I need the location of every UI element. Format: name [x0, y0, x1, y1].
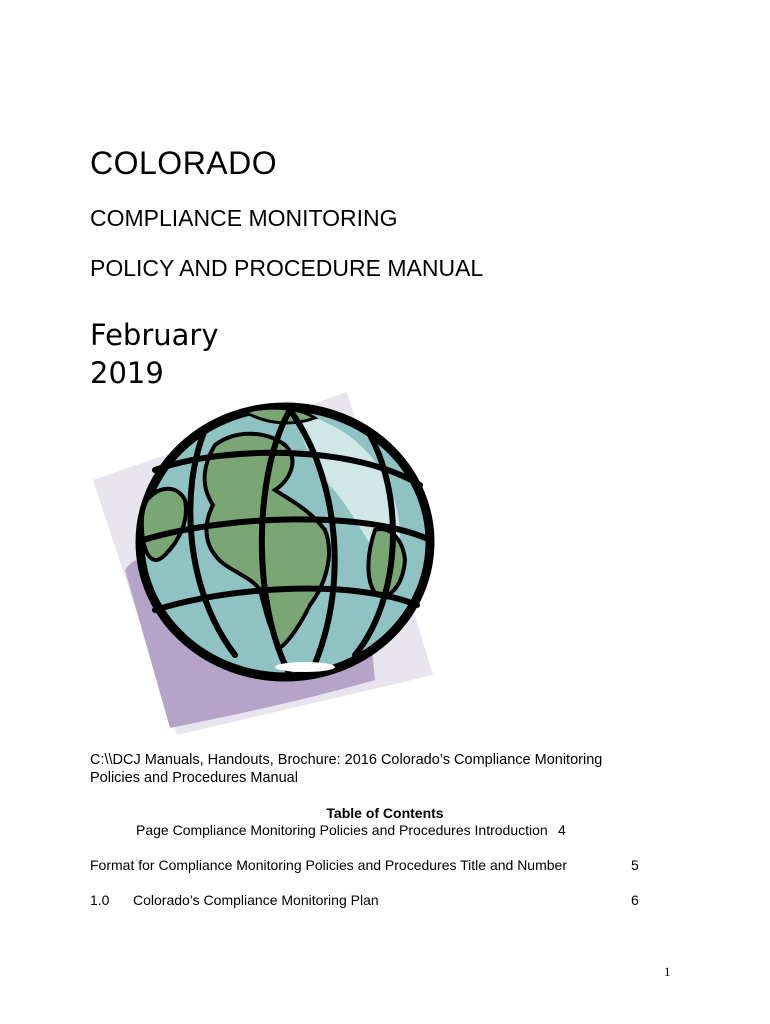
document-title: COLORADO	[90, 145, 278, 181]
page-number: 1	[664, 964, 671, 979]
toc-entry-1-page: 4	[558, 822, 566, 838]
toc-entry-3-number: 1.0	[90, 892, 110, 908]
file-path-note: C:\\DCJ Manuals, Handouts, Brochure: 2016 Colorado’s Compliance Monitoring Policies and Procedures Manual	[90, 752, 603, 786]
toc-entry-1-title: Page Compliance Monitoring Policies and Procedures Introduction	[136, 822, 548, 838]
toc-entry-3-page: 6	[631, 892, 639, 908]
toc-entry-2-page: 5	[631, 857, 639, 873]
globe-icon	[85, 390, 445, 740]
toc-entry-2-title: Format for Compliance Monitoring Policies and Procedures Title and Number	[90, 857, 567, 873]
document-subtitle-line-2: POLICY AND PROCEDURE MANUAL	[90, 255, 484, 281]
document-date-year: 2019	[90, 356, 164, 390]
toc-entry-3-title: Colorado’s Compliance Monitoring Plan	[133, 892, 379, 908]
toc-heading: Table of Contents	[326, 805, 444, 821]
document-date-month: February	[90, 318, 219, 352]
document-subtitle-line-1: COMPLIANCE MONITORING	[90, 205, 398, 231]
globe-highlight	[275, 662, 335, 672]
